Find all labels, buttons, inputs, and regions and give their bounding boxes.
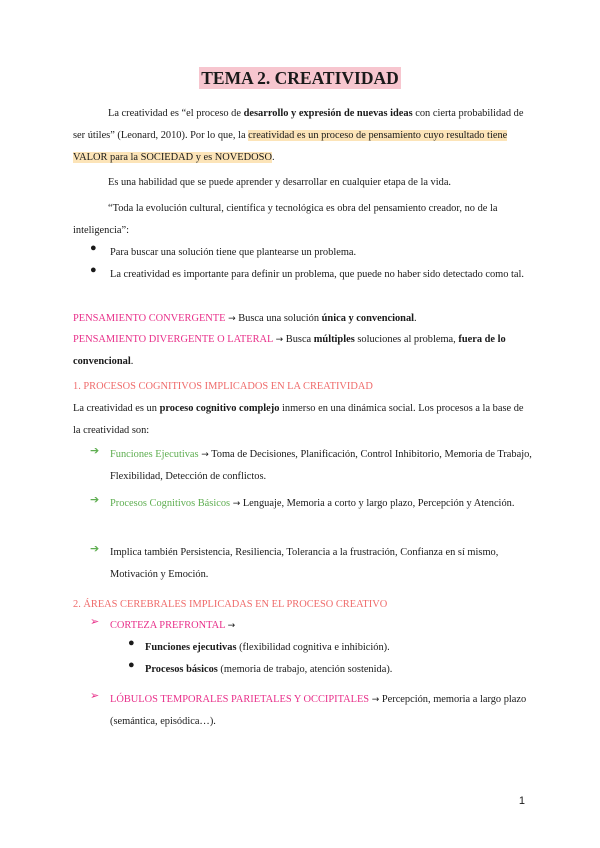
intro-paragraph-1: La creatividad es “el proceso de desarrollo y expresión de nuevas ideas con cierta probabilidad de ser útiles” (Leonard, 2010). Por lo que, la creatividad es un proceso de pensamiento cuyo resultado tiene VALOR para la SOCIEDAD y es NOVEDOSO. — [73, 108, 524, 163]
bullet-icon: ● — [128, 659, 135, 671]
chevron-bullet-icon: ➢ — [90, 689, 100, 702]
bullet-icon: ● — [128, 637, 135, 649]
page-title — [0, 68, 600, 89]
arrow-right-icon: → — [201, 450, 209, 460]
bullet-icon: ● — [90, 242, 97, 254]
convergent-line: PENSAMIENTO CONVERGENTE → Busca una solución única y convencional. — [73, 313, 417, 324]
list-item: ➢ LÓBULOS TEMPORALES PARIETALES Y OCCIPITALES → Percepción, memoria a largo plazo (semántica, episódica…). — [90, 689, 527, 727]
title-text: TEMA 2. CREATIVIDAD — [201, 68, 399, 88]
section-1-paragraph: La creatividad es un proceso cognitivo complejo inmerso en una dinámica social. Los procesos a la base de la creatividad son: — [73, 403, 524, 436]
divergent-label: PENSAMIENTO DIVERGENTE O LATERAL — [73, 334, 274, 345]
list-item: ➢ CORTEZA PREFRONTAL → — [90, 615, 236, 631]
list-item: ● Procesos básicos (memoria de trabajo, atención sostenida). — [128, 659, 393, 675]
page-number: 1 — [518, 795, 525, 807]
arrow-right-icon: → — [371, 695, 380, 705]
highlight-definition: creatividad es un proceso de pensamiento cuyo resultado tiene VALOR para la SOCIEDAD y es NOVEDOSO — [73, 130, 508, 163]
list-item: ● La creatividad es importante para definir un problema, que puede no haber sido detectado como tal. — [90, 264, 525, 280]
section-1-heading: 1. PROCESOS COGNITIVOS IMPLICADOS EN LA CREATIVIDAD — [73, 381, 373, 392]
list-item: ● Para buscar una solución tiene que plantearse un problema. — [90, 242, 357, 258]
list-item: ● Funciones ejecutivas (flexibilidad cognitiva e inhibición). — [128, 637, 390, 653]
arrow-bullet-icon: ➔ — [90, 444, 100, 457]
chevron-bullet-icon: ➢ — [90, 615, 100, 628]
section-2-heading: 2. ÁREAS CEREBRALES IMPLICADAS EN EL PROCESO CREATIVO — [73, 599, 388, 610]
arrow-bullet-icon: ➔ — [90, 542, 100, 555]
list-item: ➔ Procesos Cognitivos Básicos → Lenguaje, Memoria a corto y largo plazo, Percepción y Atención. — [90, 493, 515, 509]
quote-paragraph: “Toda la evolución cultural, científica y tecnológica es obra del pensamiento creador, no de la inteligencia”: — [73, 203, 498, 236]
convergent-label: PENSAMIENTO CONVERGENTE — [73, 313, 226, 324]
arrow-bullet-icon: ➔ — [90, 493, 100, 506]
arrow-right-icon: → — [227, 621, 236, 631]
list-item: ➔ Implica también Persistencia, Resiliencia, Tolerancia a la frustración, Confianza en sí mismo, Motivación y Emoción. — [90, 542, 499, 580]
bullet-icon: ● — [90, 264, 97, 276]
arrow-right-icon: → — [275, 335, 284, 345]
list-item: ➔ Funciones Ejecutivas → Toma de Decisiones, Planificación, Control Inhibitorio, Memoria de Trabajo, Flexibilidad, Detección de conflictos. — [90, 444, 532, 482]
arrow-right-icon: → — [228, 314, 236, 324]
intro-paragraph-2: Es una habilidad que se puede aprender y desarrollar en cualquier etapa de la vida. — [108, 177, 452, 188]
arrow-right-icon: → — [232, 499, 241, 509]
divergent-line: PENSAMIENTO DIVERGENTE O LATERAL → Busca múltiples soluciones al problema, fuera de lo convencional. — [73, 334, 506, 367]
